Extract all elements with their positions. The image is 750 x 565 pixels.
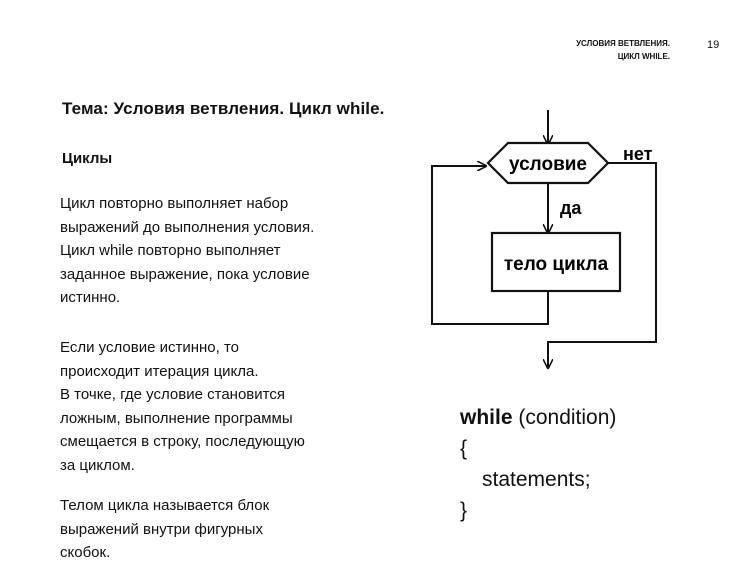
- header-title: [500, 37, 670, 63]
- header-title-line-2: ЦИКЛ WHILE.: [617, 52, 670, 61]
- loop-body-label: тело цикла: [503, 254, 609, 275]
- topic-heading: Тема: Условия ветвления. Цикл while.: [62, 99, 385, 118]
- code-open-brace: {: [460, 437, 468, 460]
- text-line: ложным, выполнение программы: [60, 409, 293, 427]
- text-line: происходит итерация цикла.: [60, 362, 259, 380]
- text-line: смещается в строку, последующую: [60, 433, 305, 450]
- code-line-while: [460, 402, 616, 433]
- paragraph-iteration: [60, 336, 400, 477]
- code-statements: statements;: [482, 468, 591, 491]
- text-line: В точке, где условие становится: [60, 386, 285, 403]
- text-line: Цикл повторно выполняет набор: [60, 195, 289, 212]
- header-title-line-1: УСЛОВИЯ ВЕТВЛЕНИЯ.: [576, 39, 670, 48]
- while-condition: (condition): [518, 406, 617, 429]
- page-number: 19: [707, 39, 720, 51]
- text-line: Телом цикла называется блок: [60, 497, 270, 514]
- text-line: истинно.: [60, 289, 121, 306]
- text-line: за циклом.: [60, 456, 135, 474]
- condition-label: условие: [508, 154, 588, 175]
- no-label: нет: [623, 144, 653, 164]
- text-line: выражений до выполнения условия.: [60, 218, 315, 236]
- yes-label: да: [560, 198, 582, 218]
- paragraph-loop-body: [60, 494, 400, 565]
- text-line: выражений внутри фигурных: [60, 520, 263, 538]
- section-title: Циклы: [62, 150, 113, 167]
- text-line: Если условие истинно, то: [60, 339, 240, 356]
- while-loop-flowchart: [420, 100, 680, 372]
- text-line: Цикл while повторно выполняет: [60, 242, 281, 259]
- text-line: заданное выражение, пока условие: [60, 265, 310, 283]
- paragraph-loop-definition: [60, 192, 400, 310]
- text-line: скобок.: [60, 544, 111, 561]
- while-keyword: while: [460, 406, 513, 429]
- code-close-brace: }: [460, 499, 468, 522]
- code-example: [460, 402, 616, 526]
